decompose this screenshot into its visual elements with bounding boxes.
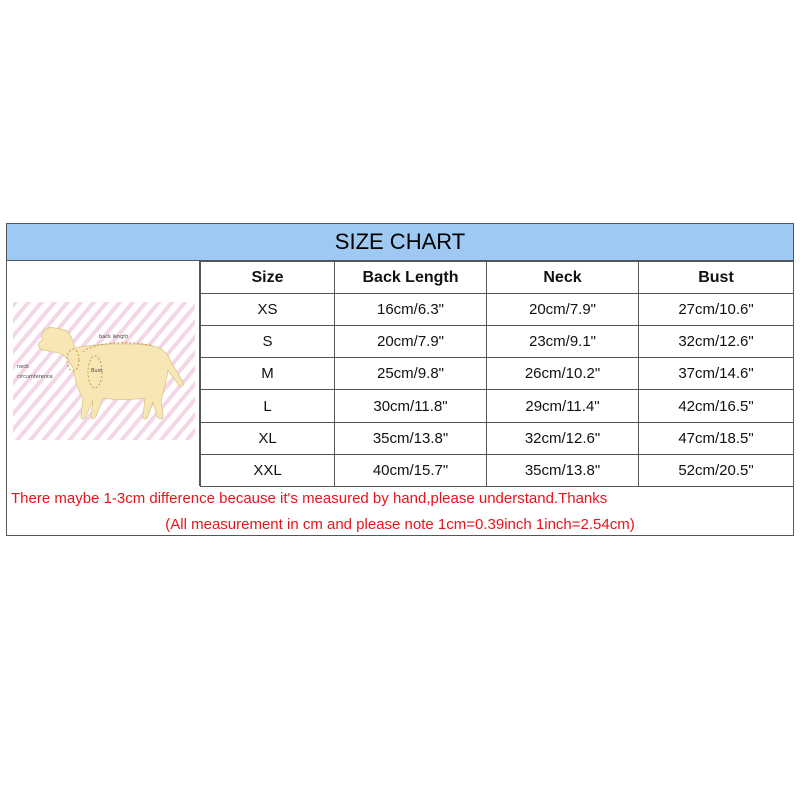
header-size: Size — [201, 262, 335, 294]
size-cell: XS — [201, 294, 335, 326]
size-cell: XL — [201, 422, 335, 454]
back-length-cell: 25cm/9.8" — [335, 358, 487, 390]
back-length-cell: 40cm/15.7" — [335, 454, 487, 486]
dog-measurement-illustration — [13, 302, 195, 440]
neck-cell: 20cm/7.9" — [487, 294, 639, 326]
bust-cell: 37cm/14.6" — [639, 358, 794, 390]
back-length-cell: 35cm/13.8" — [335, 422, 487, 454]
bust-cell: 52cm/20.5" — [639, 454, 794, 486]
header-back-length: Back Length — [335, 262, 487, 294]
neck-cell: 32cm/12.6" — [487, 422, 639, 454]
back-length-label: back length — [99, 334, 129, 340]
size-chart — [6, 223, 794, 536]
table-row — [201, 326, 794, 358]
table-row — [201, 294, 794, 326]
table-row — [201, 422, 794, 454]
size-cell: L — [201, 390, 335, 422]
measurement-disclaimer: There maybe 1-3cm difference because it's measured by hand,please understand.Thanks — [11, 490, 608, 507]
back-length-cell: 20cm/7.9" — [335, 326, 487, 358]
back-length-cell: 30cm/11.8" — [335, 390, 487, 422]
neck-cell: 29cm/11.4" — [487, 390, 639, 422]
chart-title: SIZE CHART — [7, 224, 793, 261]
size-cell: M — [201, 358, 335, 390]
bust-cell: 42cm/16.5" — [639, 390, 794, 422]
neck-cell: 23cm/9.1" — [487, 326, 639, 358]
neck-label: neck — [17, 364, 29, 370]
illustration-cell — [7, 261, 200, 486]
neck-label-2: circumference — [17, 374, 53, 380]
size-table — [200, 261, 794, 487]
table-header-row — [201, 262, 794, 294]
size-cell: XXL — [201, 454, 335, 486]
size-cell: S — [201, 326, 335, 358]
table-row — [201, 454, 794, 486]
header-neck: Neck — [487, 262, 639, 294]
table-row — [201, 390, 794, 422]
bust-cell: 47cm/18.5" — [639, 422, 794, 454]
neck-cell: 26cm/10.2" — [487, 358, 639, 390]
unit-conversion-note: (All measurement in cm and please note 1cm=0.39inch 1inch=2.54cm) — [165, 516, 635, 533]
neck-cell: 35cm/13.8" — [487, 454, 639, 486]
bust-cell: 27cm/10.6" — [639, 294, 794, 326]
header-bust: Bust — [639, 262, 794, 294]
bust-label: Bust — [91, 368, 103, 374]
back-length-cell: 16cm/6.3" — [335, 294, 487, 326]
table-row — [201, 358, 794, 390]
bust-cell: 32cm/12.6" — [639, 326, 794, 358]
